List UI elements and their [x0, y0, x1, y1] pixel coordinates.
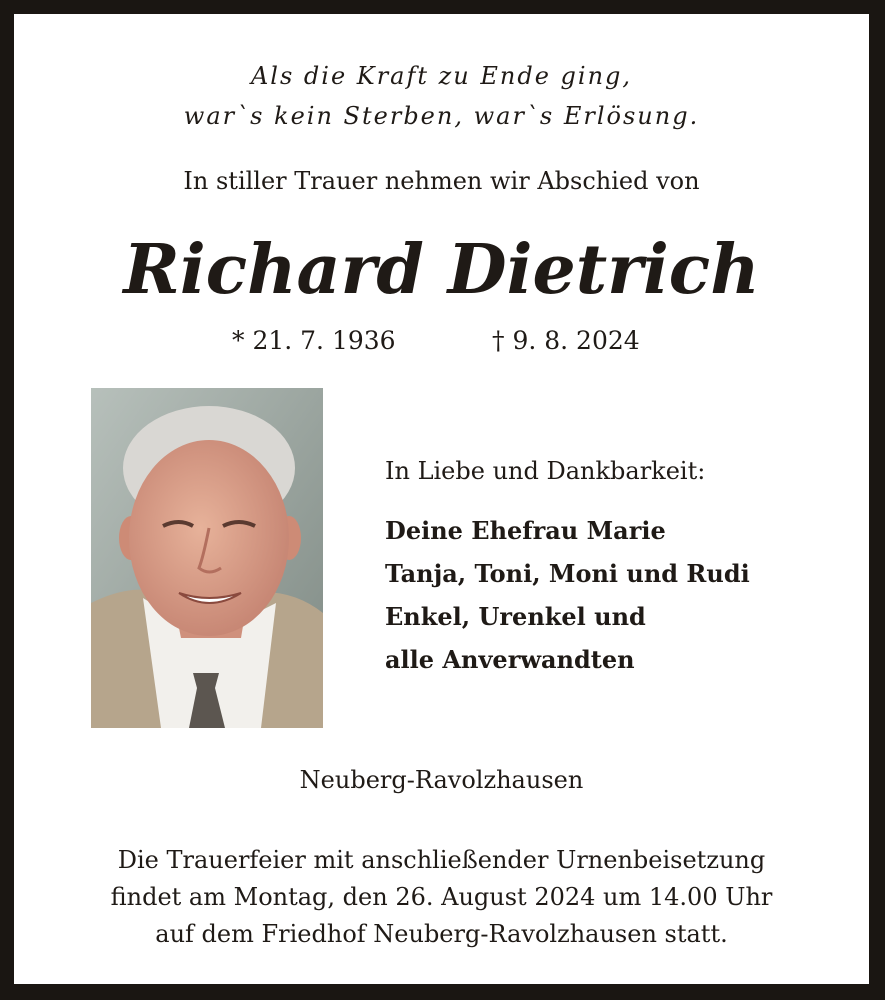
ceremony-line-1: Die Trauerfeier mit anschließender Urnenbeisetzung — [117, 846, 766, 874]
mourner-line: Deine Ehefrau Marie — [385, 516, 666, 545]
deceased-name: Richard Dietrich — [123, 230, 760, 310]
mourners-list — [385, 509, 750, 681]
motto-verse — [14, 56, 869, 136]
mourner-line: alle Anverwandten — [385, 645, 635, 674]
place-name: Neuberg-Ravolzhausen — [299, 766, 584, 794]
ceremony-info — [14, 842, 869, 953]
motto-line-2: war`s kein Sterben, war`s Erlösung. — [183, 102, 700, 130]
birth-date: * 21. 7. 1936 — [232, 326, 396, 355]
thanks-heading: In Liebe und Dankbarkeit: — [385, 457, 706, 485]
ceremony-line-3: auf dem Friedhof Neuberg-Ravolzhausen statt. — [155, 920, 728, 948]
obituary-card — [14, 14, 869, 984]
portrait-photo — [91, 388, 323, 728]
motto-line-1: Als die Kraft zu Ende ging, — [250, 62, 633, 90]
death-date: † 9. 8. 2024 — [492, 326, 640, 355]
ceremony-line-2: findet am Montag, den 26. August 2024 um 14.00 Uhr — [110, 883, 773, 911]
mourner-line: Enkel, Urenkel und — [385, 602, 646, 631]
intro-text: In stiller Trauer nehmen wir Abschied von — [183, 167, 700, 195]
mourner-line: Tanja, Toni, Moni und Rudi — [385, 559, 750, 588]
